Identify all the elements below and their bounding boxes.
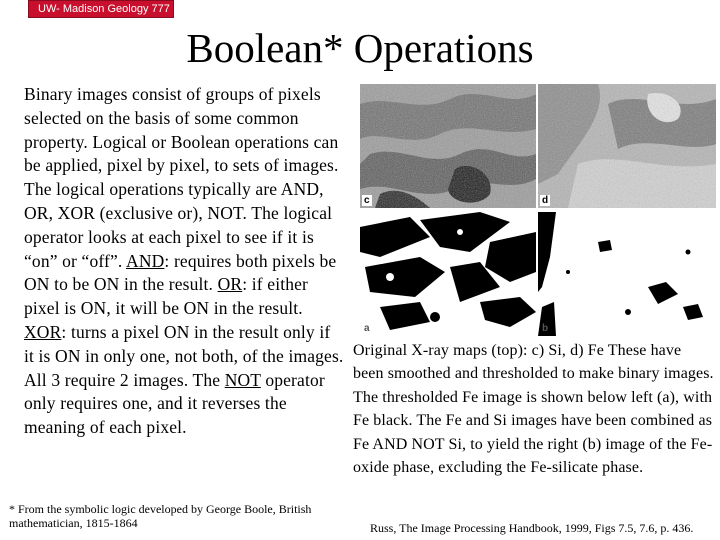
panel-label-b: b [542, 323, 549, 334]
binary-fe-image [360, 212, 536, 336]
panel-label-c: c [364, 195, 370, 206]
body-text-part: : requires both pixels be ON to be ON in the result. [24, 250, 337, 295]
panel-label-a: a [364, 323, 370, 334]
body-text-part: : turns a pixel ON in the result only if it is ON in only one, not both, of the images. All 3 require 2 images. The [24, 321, 344, 390]
body-text-part: Binary images consist of groups of pixels selected on the basis of some common property. Logical or Boolean operations can be applied, pixel by pixel, to sets of images. The logical operations typically are AND, OR, XOR (exclusive or), NOT. The logical operator looks at each pixel to see if it is “on” or “off”. [24, 84, 339, 271]
course-badge: UW- Madison Geology 777 [28, 0, 174, 18]
panel-label-d: d [542, 195, 549, 206]
fe-and-not-si-image [538, 212, 716, 336]
fe-and-not-si-panel [538, 212, 716, 336]
and-term: AND [126, 250, 165, 271]
xray-map-fe-image [538, 84, 716, 208]
figure-caption: Original X-ray maps (top): c) Si, d) Fe These have been smoothed and thresholded to make binary images. The thresholded Fe image is shown below left (a), with Fe black. The Fe and Si images have been combined as Fe AND NOT Si, to yield the right (b) image of the Fe-oxide phase, excluding the Fe-silicate phase. [353, 342, 714, 477]
body-text-part: : if either pixel is ON, it will be ON in the result. [24, 274, 309, 319]
slide-title: Boolean* Operations [186, 25, 534, 71]
xray-map-fe-panel [538, 84, 716, 208]
body-paragraph [24, 83, 344, 440]
xray-map-si-panel [360, 84, 536, 208]
citation: Russ, The Image Processing Handbook, 1999, Figs 7.5, 7.6, p. 436. [370, 521, 694, 535]
binary-fe-panel [360, 212, 536, 336]
xray-figure [360, 84, 716, 336]
not-term: NOT [224, 369, 261, 390]
xray-map-si-image [360, 84, 536, 208]
or-term: OR [217, 274, 243, 295]
footnote: * From the symbolic logic developed by George Boole, British mathematician, 1815-1864 [9, 502, 312, 530]
xor-term: XOR [24, 321, 62, 342]
body-text-part: operator only requires one, and it reverses the meaning of each pixel. [24, 369, 325, 438]
